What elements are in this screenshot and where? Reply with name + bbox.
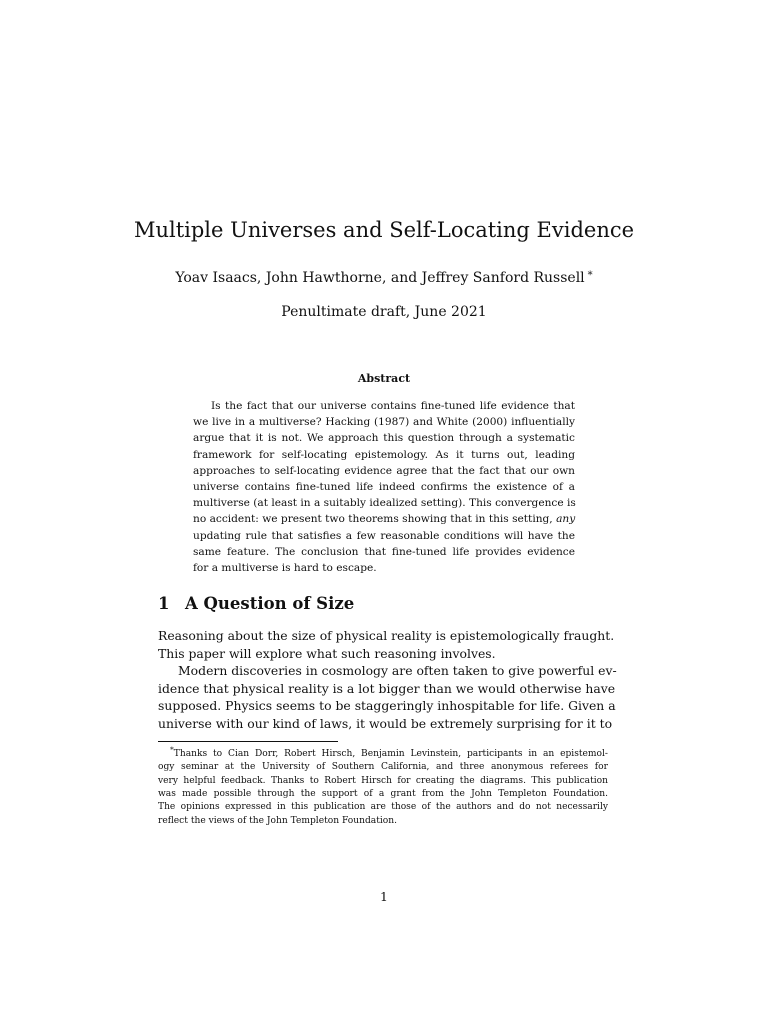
section-number: 1 (158, 594, 170, 613)
body-line: supposed. Physics seems to be staggeringly inhospitable for life. Given a (158, 698, 616, 714)
abstract-line-text: no accident: we present two theorems showing that in this setting, (193, 513, 553, 526)
footnote (158, 743, 608, 828)
abstract-emphasis: any (556, 513, 576, 526)
abstract-line: Is the fact that our universe contains fine-tuned life evidence that (211, 400, 575, 412)
abstract-line: updating rule that satisfies a few reasonable conditions will have the (193, 529, 575, 542)
abstract-line: universe contains fine-tuned life indeed confirms the existence of a (193, 481, 575, 494)
section-title: A Question of Size (185, 594, 355, 613)
footnote-mark: * (170, 745, 174, 754)
body-line: Reasoning about the size of physical reality is epistemologically fraught. (158, 628, 615, 643)
abstract-line: we live in a multiverse? Hacking (1987) and White (2000) influentially (193, 416, 575, 429)
footnote-line: The opinions expressed in this publication are those of the authors and do not necessarily (158, 802, 608, 813)
page-number: 1 (380, 889, 388, 904)
footnote-line-text: Thanks to Cian Dorr, Robert Hirsch, Benjamin Levinstein, participants in an epistemol- (173, 749, 608, 760)
section-heading (158, 592, 354, 616)
body-line: universe with our kind of laws, it would be extremely surprising for it to (158, 715, 613, 731)
abstract-line: framework for self-locating epistemology. As it turns out, leading (193, 448, 575, 461)
abstract-line: multiverse (at least in a suitably idealized setting). This convergence is (193, 497, 576, 510)
footnote-rule (158, 741, 338, 742)
paper-authors (0, 268, 768, 288)
abstract-body (193, 398, 575, 576)
footnote-line: reflect the views of the John Templeton Foundation. (158, 815, 397, 826)
abstract-line (193, 511, 575, 527)
body-line: idence that physical reality is a lot bigger than we would otherwise have (158, 680, 616, 696)
footnote-line (158, 743, 608, 761)
author-footnote-mark[interactable]: * (587, 270, 593, 281)
body-line: This paper will explore what such reasoning involves. (158, 645, 496, 661)
section-body (158, 627, 617, 733)
body-line: Modern discoveries in cosmology are often taken to give powerful ev- (178, 663, 617, 679)
footnote-line: ogy seminar at the University of Southern California, and three anonymous referees for (158, 762, 608, 773)
paper-date: Penultimate draft, June 2021 (281, 304, 487, 320)
footnote-line: was made possible through the support of a grant from the John Templeton Foundation. (158, 788, 608, 799)
abstract-heading: Abstract (357, 372, 411, 385)
footnote-line: very helpful feedback. Thanks to Robert Hirsch for creating the diagrams. This publication (158, 775, 608, 786)
abstract-line: argue that it is not. We approach this question through a systematic (193, 432, 575, 445)
abstract-line: for a multiverse is hard to escape. (193, 562, 377, 575)
abstract-line: approaches to self-locating evidence agree that the fact that our own (193, 464, 575, 477)
paper-title: Multiple Universes and Self-Locating Evidence (133, 218, 635, 242)
author-list: Yoav Isaacs, John Hawthorne, and Jeffrey Sanford Russell (175, 270, 585, 286)
abstract-line: same feature. The conclusion that fine-tuned life provides evidence (193, 545, 575, 558)
